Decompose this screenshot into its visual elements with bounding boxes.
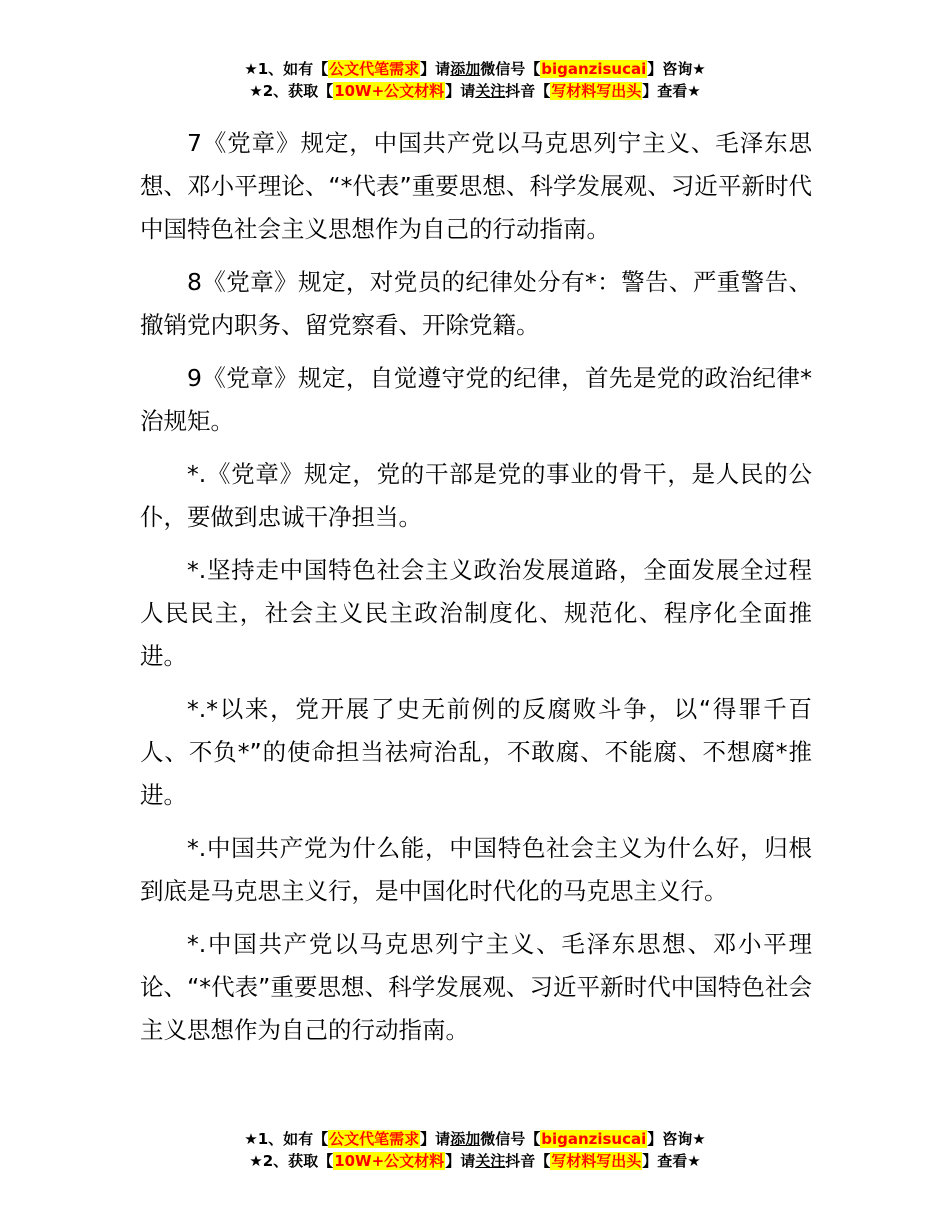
banner-text: 】咨询★ <box>647 60 706 78</box>
banner-text: 】请 <box>445 1152 476 1170</box>
banner-text: 】请 <box>445 82 476 100</box>
banner-text: 】咨询★ <box>647 1130 706 1148</box>
paragraph-9: 9《党章》规定，自觉遵守党的纪律，首先是党的政治纪律*治规矩。 <box>140 364 812 435</box>
banner-text: 】请 <box>420 60 451 78</box>
banner-text: 】查看★ <box>642 1152 701 1170</box>
highlight-text: 公文代笔需求 <box>329 60 420 78</box>
paragraph-7: 7《党章》规定，中国共产党以马克思列宁主义、毛泽东思想、邓小平理论、“*代表”重要思想、科学发展观、习近平新时代中国特色社会主义思想作为自己的行动指南。 <box>140 129 812 243</box>
highlight-text: biganzisucai <box>541 1130 647 1148</box>
banner-text: 微信号【 <box>480 1130 541 1148</box>
underlined-text: 关注 <box>475 1152 506 1170</box>
banner-text: 微信号【 <box>480 60 541 78</box>
highlight-text: 10W+公文材料 <box>334 1152 445 1170</box>
banner-text: 】请 <box>420 1130 451 1148</box>
highlight-text: 写材料写出头 <box>551 82 642 100</box>
paragraph-marxism: *.中国共产党为什么能，中国特色社会主义为什么好，归根到底是马克思主义行，是中国化时代化的马克思主义行。 <box>140 834 812 905</box>
underlined-text: 关注 <box>475 82 506 100</box>
banner-text: ★1、如有【 <box>244 60 329 78</box>
banner-text: 抖音【 <box>505 82 551 100</box>
footer-banner <box>0 1128 950 1172</box>
banner-line-2 <box>0 80 950 102</box>
banner-line-1 <box>0 58 950 80</box>
paragraph-8: 8《党章》规定，对党员的纪律处分有*：警告、严重警告、撤销党内职务、留党察看、开除党籍。 <box>140 268 812 339</box>
paragraph-democracy: *.坚持走中国特色社会主义政治发展道路，全面发展全过程人民民主，社会主义民主政治制度化、规范化、程序化全面推进。 <box>140 556 812 670</box>
banner-text: ★2、获取【 <box>249 1152 334 1170</box>
banner-text: 抖音【 <box>505 1152 551 1170</box>
banner-text: ★2、获取【 <box>249 82 334 100</box>
highlight-text: 公文代笔需求 <box>329 1130 420 1148</box>
underlined-text: 添加 <box>450 1130 481 1148</box>
highlight-text: 10W+公文材料 <box>334 82 445 100</box>
highlight-text: 写材料写出头 <box>551 1152 642 1170</box>
banner-text: ★1、如有【 <box>244 1130 329 1148</box>
banner-line-2 <box>0 1150 950 1172</box>
paragraph-cadres: *.《党章》规定，党的干部是党的事业的骨干，是人民的公仆，要做到忠诚干净担当。 <box>140 460 812 531</box>
header-banner <box>0 58 950 102</box>
highlight-text: biganzisucai <box>541 60 647 78</box>
paragraph-anti-corruption: *.*以来，党开展了史无前例的反腐败斗争，以“得罪千百人、不负*”的使命担当祛疴治乱，不敢腐、不能腐、不想腐*推进。 <box>140 695 812 809</box>
paragraph-guiding-ideology: *.中国共产党以马克思列宁主义、毛泽东思想、邓小平理论、“*代表”重要思想、科学发展观、习近平新时代中国特色社会主义思想作为自己的行动指南。 <box>140 930 812 1044</box>
underlined-text: 添加 <box>450 60 481 78</box>
banner-line-1 <box>0 1128 950 1150</box>
document-body <box>140 122 812 1062</box>
banner-text: 】查看★ <box>642 82 701 100</box>
